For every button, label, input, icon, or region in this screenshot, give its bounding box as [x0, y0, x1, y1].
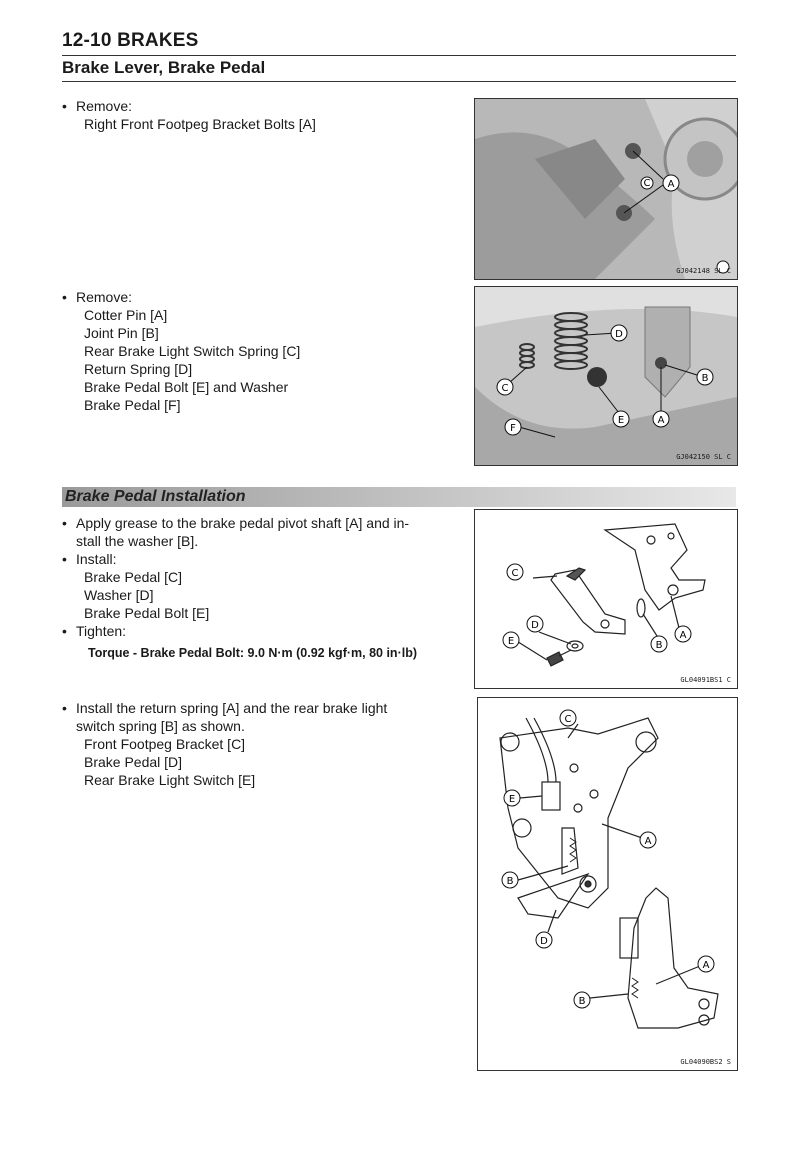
list-item: Right Front Footpeg Bracket Bolts [A]	[84, 116, 316, 132]
bullet-install: • Install:	[62, 550, 457, 568]
list-item: Brake Pedal [D]	[84, 754, 183, 770]
callout-label: C	[501, 383, 509, 394]
bullet-springs-cont: switch spring [B] as shown.	[76, 718, 245, 734]
callout-label: D	[615, 329, 623, 340]
callout-label: F	[510, 423, 516, 434]
bullet-grease: • Apply grease to the brake pedal pivot shaft [A] and in-	[62, 514, 457, 532]
section-title: Brake Lever, Brake Pedal	[62, 55, 736, 82]
callout-label: B	[578, 996, 586, 1007]
bullet-remove-1: • Remove:	[62, 97, 457, 115]
chapter-title: 12-10 BRAKES	[62, 30, 199, 51]
page-header	[62, 30, 736, 82]
callout-label: C	[564, 714, 572, 725]
callout-label: A	[644, 836, 652, 847]
callout-label: C	[643, 178, 651, 189]
figure-code: GJ042148 SL C	[676, 267, 731, 275]
callout-label: A	[679, 630, 687, 641]
list-item: Rear Brake Light Switch [E]	[84, 772, 256, 788]
callout-label: C	[511, 568, 519, 579]
bullet-tighten: • Tighten:	[62, 622, 457, 640]
figure-code: GL04091BS1 C	[680, 676, 731, 684]
callout-label: A	[657, 415, 665, 426]
figure-brake-pedal-photo	[474, 286, 738, 466]
figure-pedal-installation-diagram	[474, 509, 738, 689]
callout-label: B	[655, 640, 663, 651]
list-item: Brake Pedal Bolt [E]	[84, 605, 210, 621]
bullet-grease-cont: stall the washer [B].	[76, 533, 199, 549]
subheading-bar	[62, 487, 736, 507]
figure-code: GL04090BS2 S	[680, 1058, 731, 1066]
callout-label: A	[702, 960, 710, 971]
step-remove-bolts	[62, 97, 457, 133]
torque-spec: Torque - Brake Pedal Bolt: 9.0 N·m (0.92 kgf·m, 80 in·lb)	[88, 646, 417, 660]
list-item: Cotter Pin [A]	[84, 307, 168, 323]
step-remove-parts	[62, 288, 457, 414]
list-item: Washer [D]	[84, 587, 154, 603]
step-install-pedal	[62, 514, 457, 662]
callout-label: E	[617, 415, 625, 426]
figure-code: GJ042150 SL C	[676, 453, 731, 461]
list-item: Return Spring [D]	[84, 361, 193, 377]
callout-label: B	[506, 876, 514, 887]
list-item: Brake Pedal [F]	[84, 397, 181, 413]
subheading: Brake Pedal Installation	[65, 488, 246, 505]
list-item: Brake Pedal [C]	[84, 569, 183, 585]
step-install-springs	[62, 699, 457, 789]
callout-label: D	[540, 936, 548, 947]
list-item: Brake Pedal Bolt [E] and Washer	[84, 379, 289, 395]
bullet-remove-2: • Remove:	[62, 288, 457, 306]
figure-footpeg-bracket-photo	[474, 98, 738, 280]
callout-label: D	[531, 620, 539, 631]
list-item: Joint Pin [B]	[84, 325, 159, 341]
list-item: Rear Brake Light Switch Spring [C]	[84, 343, 301, 359]
callout-label: E	[508, 794, 516, 805]
figure-spring-installation-diagram	[477, 697, 738, 1071]
callout-label: A	[667, 179, 675, 190]
list-item: Front Footpeg Bracket [C]	[84, 736, 246, 752]
callout-label: E	[507, 636, 515, 647]
bullet-springs: • Install the return spring [A] and the rear brake light	[62, 699, 457, 717]
callout-label: B	[701, 373, 709, 384]
